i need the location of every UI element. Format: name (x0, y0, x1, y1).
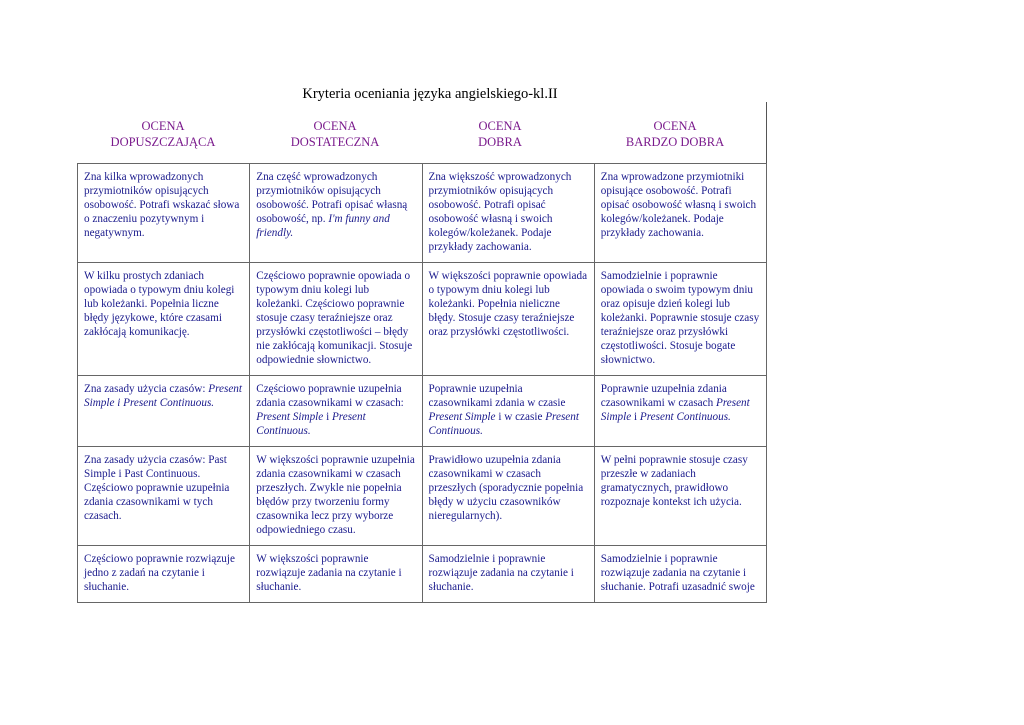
criteria-table-body (78, 164, 767, 603)
criteria-cell-bardzo-dobra (594, 376, 766, 447)
criteria-cell-dopuszczajaca (78, 263, 250, 376)
cell-text: Zna część wprowadzonych przymiotników opisujących osobowość. Potrafi opisać własną osobowość, np. (256, 171, 408, 225)
cell-text: Poprawnie uzupełnia czasownikami zdania w czasie (428, 383, 566, 409)
document-title: Kryteria oceniania języka angielskiego-kl.II (302, 86, 558, 102)
cell-text: Zna zasady użycia czasów: (84, 383, 209, 395)
criteria-cell-bardzo-dobra (594, 447, 766, 546)
criteria-cell-dostateczna (250, 164, 422, 263)
header-dobra (407, 118, 593, 150)
italic-text: Present Simple (428, 411, 496, 423)
italic-text: Present Continuous. (639, 411, 731, 423)
criteria-table (77, 163, 767, 603)
header-line2: BARDZO DOBRA (625, 135, 725, 149)
cell-text: Zna wprowadzone przymiotniki opisujące osobowość. Potrafi opisać osobowość własną i swoich kolegów/koleżanek. Podaje przykłady zachowania. (600, 171, 757, 239)
cell-text: Samodzielnie i poprawnie rozwiązuje zadania na czytanie i słuchanie. (428, 553, 574, 593)
cell-text: Samodzielnie i poprawnie opowiada o swoim typowym dniu oraz opisuje dzień kolegi lub koleżanki. Poprawnie stosuje czasy teraźniejsze oraz przysłówki częstotliwości. Stosuje bogate słownictwo. (600, 270, 760, 366)
criteria-cell-dobra (422, 263, 594, 376)
table-row (78, 546, 767, 603)
italic-text: Present Simple i Present Continuous. (84, 383, 243, 409)
criteria-cell-dopuszczajaca (78, 376, 250, 447)
italic-text: Present Simple (256, 411, 324, 423)
header-dostateczna (249, 118, 421, 150)
criteria-cell-dostateczna (250, 447, 422, 546)
italic-text: I'm funny and friendly. (256, 213, 390, 239)
cell-text: i (631, 411, 640, 423)
criteria-cell-bardzo-dobra (594, 263, 766, 376)
cell-text: W większości poprawnie rozwiązuje zadania na czytanie i słuchanie. (256, 553, 402, 593)
cell-text: Częściowo poprawnie rozwiązuje jedno z zadań na czytanie i słuchanie. (84, 553, 235, 593)
header-line2: DOPUSZCZAJĄCA (110, 135, 216, 149)
criteria-cell-bardzo-dobra (594, 164, 766, 263)
cell-text: W większości poprawnie uzupełnia zdania czasownikami w czasach przeszłych. Zwykle nie popełnia błędów przy tworzeniu formy czasownika lecz przy wyborze odpowiedniego czasu. (256, 454, 415, 536)
cell-text: i (323, 411, 332, 423)
criteria-cell-dopuszczajaca (78, 164, 250, 263)
criteria-cell-bardzo-dobra (594, 546, 766, 603)
cell-text: W większości poprawnie opowiada o typowym dniu kolegi lub koleżanki. Popełnia nieliczne błędy. Stosuje czasy teraźniejsze oraz przysłówki częstotliwości. (428, 270, 588, 338)
criteria-cell-dopuszczajaca (78, 447, 250, 546)
italic-text: Present Continuous. (428, 411, 579, 437)
criteria-cell-dobra (422, 164, 594, 263)
italic-text: Present Simple (600, 397, 750, 423)
table-row (78, 164, 767, 263)
cell-text: Częściowo poprawnie opowiada o typowym dniu kolegi lub koleżanki. Częściowo poprawnie stosuje czasy teraźniejsze oraz przysłówki częstotliwości – błędy nie zakłócają komunikacji. Stosuje odpowiednie słownictwo. (256, 270, 413, 366)
cell-text: Częściowo poprawnie uzupełnia zdania czasownikami w czasach: (256, 383, 404, 409)
cell-text: Zna zasady użycia czasów: Past Simple i Past Continuous. Częściowo poprawnie uzupełnia zdania czasownikami w tych czasach. (84, 454, 230, 522)
header-line2: DOBRA (478, 135, 522, 149)
criteria-cell-dostateczna (250, 376, 422, 447)
header-line1: OCENA (313, 119, 357, 133)
criteria-cell-dobra (422, 546, 594, 603)
table-row (78, 263, 767, 376)
italic-text: Present Continuous. (256, 411, 366, 437)
header-line1: OCENA (141, 119, 185, 133)
criteria-cell-dopuszczajaca (78, 546, 250, 603)
cell-text: Zna większość wprowadzonych przymiotników opisujących osobowość. Potrafi opisać osobowość własną i swoich kolegów/koleżanek. Podaje przykłady zachowania. (428, 171, 572, 253)
criteria-cell-dostateczna (250, 263, 422, 376)
cell-text: W kilku prostych zdaniach opowiada o typowym dniu kolegi lub koleżanki. Popełnia liczne błędy językowe, które czasami zakłócają komunikację. (84, 270, 235, 338)
cell-text: i w czasie (495, 411, 546, 423)
table-row (78, 447, 767, 546)
header-bardzo-dobra (589, 118, 761, 150)
header-line2: DOSTATECZNA (290, 135, 380, 149)
header-line1: OCENA (653, 119, 697, 133)
criteria-cell-dobra (422, 447, 594, 546)
table-row (78, 376, 767, 447)
cell-text: Zna kilka wprowadzonych przymiotników opisujących osobowość. Potrafi wskazać słowa o znaczeniu pozytywnym i negatywnym. (84, 171, 240, 239)
cell-text: Samodzielnie i poprawnie rozwiązuje zadania na czytanie i słuchanie. Potrafi uzasadnić swoje (600, 553, 755, 593)
criteria-cell-dostateczna (250, 546, 422, 603)
vertical-rule (766, 102, 767, 163)
criteria-cell-dobra (422, 376, 594, 447)
cell-text: Prawidłowo uzupełnia zdania czasownikami w czasach przeszłych (sporadycznie popełnia błędy w użyciu czasowników nieregularnych). (428, 454, 584, 522)
header-dopuszczajaca (77, 118, 249, 150)
header-line1: OCENA (478, 119, 522, 133)
cell-text: Poprawnie uzupełnia zdania czasownikami w czasach (600, 383, 727, 409)
cell-text: W pełni poprawnie stosuje czasy przeszłe w zadaniach gramatycznych, prawidłowo rozpoznaje kontekst ich użycia. (600, 454, 748, 508)
